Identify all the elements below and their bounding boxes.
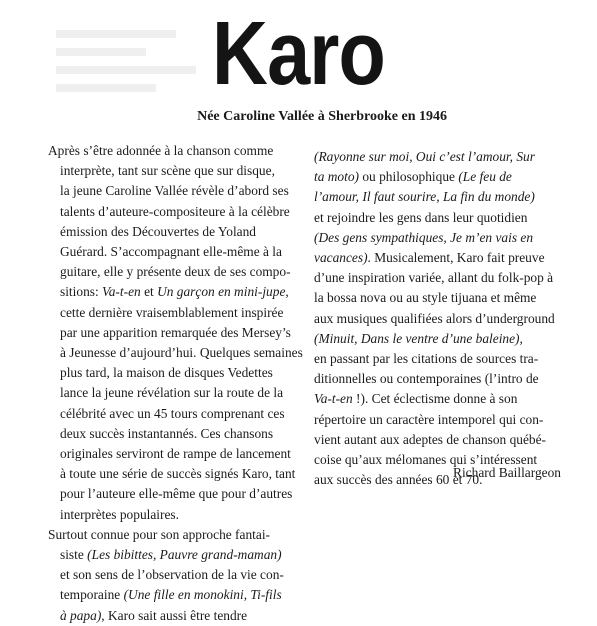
body-text: , Karo sait aussi être tendre <box>101 607 248 623</box>
body-text: siste <box>60 547 88 563</box>
text-line <box>48 484 298 504</box>
text-line <box>314 147 562 167</box>
body-text: ditionnelles ou contemporaines (l’intro de <box>314 371 539 387</box>
body-text: et son sens de l’observation de la vie con- <box>60 567 284 583</box>
body-text: deux succès instantannés. Ces chansons <box>60 425 274 441</box>
text-line <box>48 565 298 585</box>
body-text: aux musiques qualifiées alors d’underground <box>314 310 555 326</box>
song-title-text: (Des gens sympathiques, Je m’en vais en <box>314 229 534 245</box>
song-title-text: (Rayonne sur moi, Oui c’est l’amour, Sur <box>314 149 535 164</box>
body-text: . Musicalement, Karo fait preuve <box>367 250 545 266</box>
artist-subtitle: Née Caroline Vallée à Sherbrooke en 1946 <box>197 109 447 124</box>
text-line <box>48 141 298 161</box>
body-text: Après s’être adonnée à la chanson comme <box>48 143 274 158</box>
text-line <box>314 430 562 450</box>
body-text: vient autant aux adeptes de chanson québé- <box>314 431 547 447</box>
body-text: sitions: <box>60 284 103 300</box>
body-text: Guérard. S’accompagnant elle-même à la <box>60 244 282 260</box>
body-text: pour l’auteure elle-même que pour d’autres <box>60 486 293 502</box>
text-line <box>314 288 562 308</box>
text-line <box>314 167 562 187</box>
body-text: et rejoindre les gens dans leur quotidien <box>314 209 528 225</box>
text-line <box>48 404 298 424</box>
body-text: , <box>519 330 523 346</box>
body-text: lance la jeune révélation sur la route de la <box>60 385 284 401</box>
body-text: la bossa nova ou au style tijuana et même <box>314 290 537 306</box>
text-line <box>48 202 298 222</box>
body-text: talents d’auteure-compositeure à la célèbre <box>60 203 290 219</box>
text-line <box>48 262 298 282</box>
text-line <box>48 282 298 302</box>
song-title-text: (Une fille en monokini, Ti-fils <box>123 587 282 603</box>
text-line <box>48 181 298 201</box>
body-text: aux succès des années 60 et 70. <box>314 472 483 488</box>
song-title-text: vacances) <box>314 250 368 266</box>
text-line <box>314 228 562 248</box>
text-line <box>314 248 562 268</box>
body-text: plus tard, la maison de disques Vedettes <box>60 365 273 381</box>
body-text: célébrité avec un 45 tours comprenant ces <box>60 405 285 421</box>
text-line <box>314 329 562 349</box>
text-line <box>48 363 298 383</box>
body-text: par une apparition remarquée des Mersey’s <box>60 324 291 340</box>
text-line <box>314 208 562 228</box>
body-text: cette dernière vraisemblablement inspirée <box>60 304 284 320</box>
song-title-text: (Minuit, Dans le ventre d’une baleine) <box>314 330 520 346</box>
song-title-text: (Les bibittes, Pauvre grand-maman) <box>87 547 282 563</box>
song-title-text: l’amour, Il faut sourire, La fin du monde) <box>314 189 535 205</box>
body-text: en passant par les citations de sources tra- <box>314 351 539 367</box>
body-text: d’une inspiration variée, allant du folk-pop à <box>314 270 554 286</box>
author-signature: Richard Baillargeon <box>453 465 561 480</box>
body-text: originales serviront de rampe de lancement <box>60 446 291 462</box>
text-line <box>48 464 298 484</box>
body-text: émission des Découvertes de Yoland <box>60 223 256 239</box>
biography-right-column <box>314 147 562 490</box>
body-text: la jeune Caroline Vallée révèle d’abord ses <box>60 183 289 199</box>
text-line <box>48 383 298 403</box>
text-line <box>48 161 298 181</box>
text-line <box>48 303 298 323</box>
text-line <box>48 585 298 605</box>
text-line <box>48 525 298 545</box>
body-text: à toute une série de succès signés Karo, tant <box>60 466 296 482</box>
body-text: !). Cet éclectisme donne à son <box>352 391 518 407</box>
body-text: , <box>285 284 289 300</box>
text-line <box>48 606 298 626</box>
body-text: ou philosophique <box>359 169 459 185</box>
text-line <box>48 343 303 363</box>
body-text: répertoire un caractère intemporel qui con- <box>314 411 544 427</box>
text-line <box>48 505 298 525</box>
body-text: Surtout connue pour son approche fantai- <box>48 526 270 542</box>
body-text: guitare, elle y présente deux de ses compo- <box>60 264 291 280</box>
text-line <box>314 410 562 430</box>
song-title-text: Va-t-en <box>102 284 141 300</box>
text-line <box>48 323 298 343</box>
song-title-text: Va-t-en <box>314 391 353 407</box>
text-line <box>48 444 298 464</box>
text-line <box>314 268 562 288</box>
text-line <box>314 369 562 389</box>
text-line <box>48 545 298 565</box>
song-title-text: à papa) <box>60 607 102 623</box>
text-line <box>314 389 562 409</box>
body-text: temporaine <box>60 587 124 603</box>
text-line <box>314 187 562 207</box>
body-text: à Jeunesse d’aujourd’hui. Quelques semaines <box>60 345 303 361</box>
text-line <box>48 222 298 242</box>
text-line <box>314 309 562 329</box>
biography-left-column <box>48 141 303 626</box>
body-text: interprètes populaires. <box>60 506 179 522</box>
song-title-text: ta moto) <box>314 169 360 185</box>
song-title-text: (Le feu de <box>458 169 512 185</box>
body-text: interprète, tant sur scène que sur disque, <box>60 163 275 179</box>
body-text: et <box>140 284 158 300</box>
text-line <box>314 349 562 369</box>
song-title-text: Un garçon en mini-jupe <box>157 284 286 300</box>
artist-title: Karo <box>212 4 385 104</box>
body-text: coise qu’aux mélomanes qui s’intéressent <box>314 452 538 468</box>
text-line <box>48 242 298 262</box>
text-line <box>48 424 298 444</box>
